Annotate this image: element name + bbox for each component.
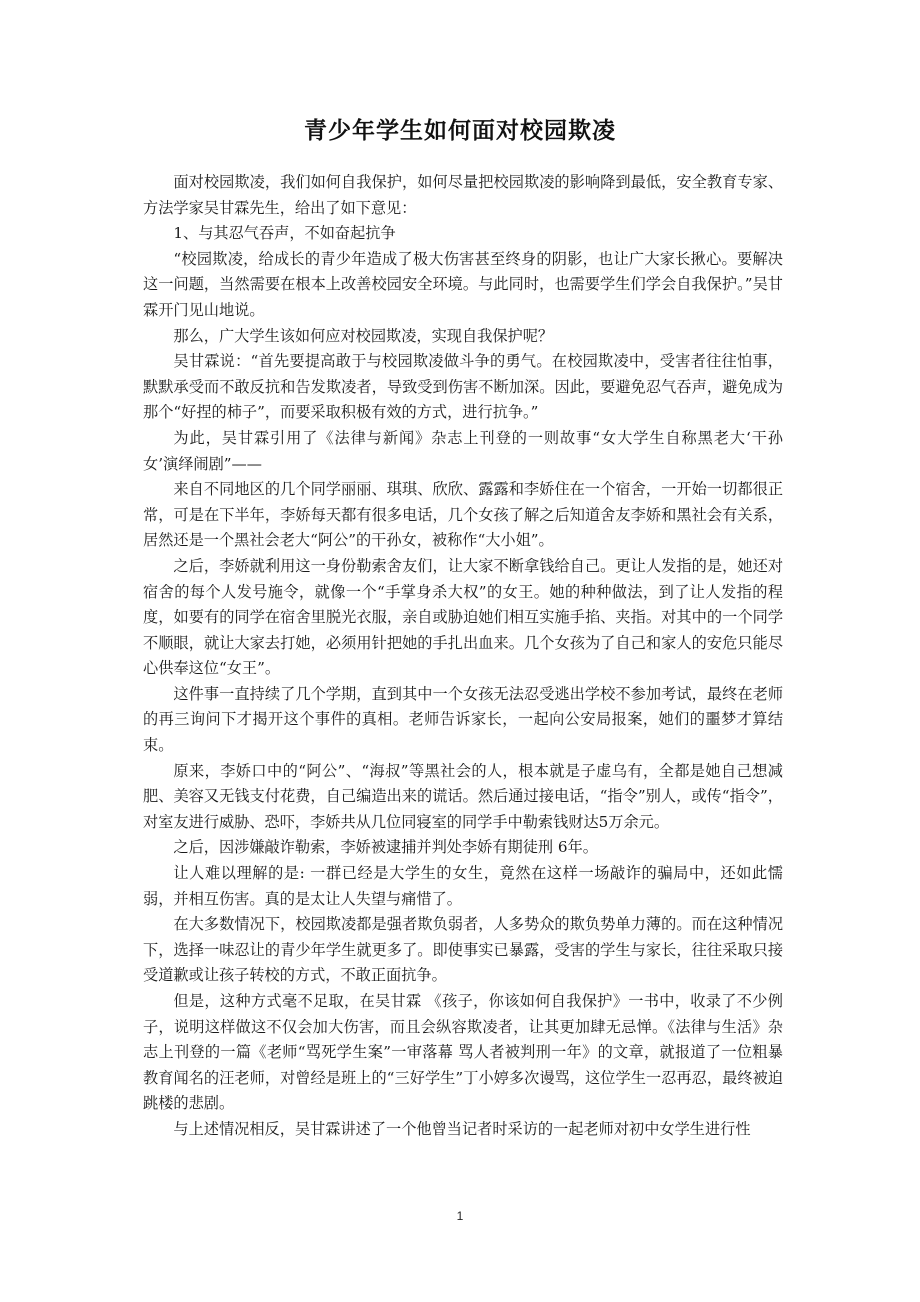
document-title: 青少年学生如何面对校园欺凌 bbox=[304, 118, 616, 144]
paragraph: 让人难以理解的是: 一群已经是大学生的女生，竟然在这样一场敲诈的骗局中，还如此懦弱，并相互伤害。真的是太让人失望与痛惜了。 bbox=[143, 864, 783, 908]
paragraph: 之后，因涉嫌敲诈勒索，李娇被逮捕并判处李娇有期徒刑 6年。 bbox=[173, 838, 598, 857]
paragraph: 原来，李娇口中的“阿公”、“海叔”等黑社会的人，根本就是子虚乌有，全都是她自己想减肥、美容又无钱支付花费，自己编造出来的谎话。然后通过接电话，“指令”别人，或传“指令”，对室友进行威胁、恐吓，李娇共从几位同寝室的同学手中勒索钱财达5万余元。 bbox=[143, 761, 783, 831]
paragraph: 那么，广大学生该如何应对校园欺凌，实现自我保护呢？ bbox=[173, 326, 554, 345]
paragraph: 为此，吴甘霖引用了《法律与新闻》杂志上刊登的一则故事“女大学生自称黑老大‘干孙女’演绎闹剧”—— bbox=[143, 428, 783, 473]
paragraph: 在大多数情况下，校园欺凌都是强者欺负弱者，人多势众的欺负势单力薄的。而在这种情况下，选择一味忍让的青少年学生就更多了。即使事实已暴露，受害的学生与家长，往往采取只接受道歉或让孩子转校的方式，不敢正面抗争。 bbox=[143, 915, 783, 985]
paragraph: 面对校园欺凌，我们如何自我保护，如何尽量把校园欺凌的影响降到最低，安全教育专家、方法学家吴甘霖先生，给出了如下意见： bbox=[143, 173, 783, 217]
paragraph: 但是，这种方式毫不足取，在吴甘霖 《孩子，你该如何自我保护》一书中，收录了不少例子，说明这样做这不仅会加大伤害，而且会纵容欺凌者，让其更加肆无忌惮。《法律与生活》杂志上刊登的一篇《老师“骂死学生案”一审落幕 骂人者被判刑一年》的文章，就报道了一位粗暴教育闻名的汪老师，对曾经是班上的“三好学生”丁小婷多次谩骂，这位学生一忍再忍，最终被迫跳楼的悲剧。 bbox=[143, 992, 783, 1113]
paragraph: 这件事一直持续了几个学期，直到其中一个女孩无法忍受逃出学校不参加考试，最终在老师的再三询问下才揭开这个事件的真相。老师告诉家长，一起向公安局报案，她们的噩梦才算结束。 bbox=[143, 684, 783, 755]
document-body bbox=[143, 170, 783, 1143]
page-number: 1 bbox=[456, 1209, 464, 1223]
section-heading: 1、与其忍气吞声，不如奋起抗争 bbox=[173, 224, 396, 243]
paragraph: 之后，李娇就利用这一身份勒索舍友们，让大家不断拿钱给自己。更让人发指的是，她还对宿舍的每个人发号施令，就像一个“手掌身杀大权”的女王。她的种种做法，到了让人发指的程度，如要有的同学在宿舍里脱光衣服，亲自或胁迫她们相互实施手掐、夹指。对其中的一个同学不顺眼，就让大家去打她，必须用针把她的手扎出血来。几个女孩为了自己和家人的安危只能尽心供奉这位“女王”。 bbox=[143, 556, 783, 678]
paragraph: 来自不同地区的几个同学丽丽、琪琪、欣欣、露露和李娇住在一个宿舍，一开始一切都很正常，可是在下半年，李娇每天都有很多电话，几个女孩了解之后知道舍友李娇和黑社会有关系，居然还是一个黑社会老大“阿公”的干孙女，被称作“大小姐”。 bbox=[143, 480, 783, 550]
paragraph: 与上述情况相反，吴甘霖讲述了一个他曾当记者时采访的一起老师对初中女学生进行性 bbox=[173, 1119, 751, 1138]
paragraph: “校园欺凌，给成长的青少年造成了极大伤害甚至终身的阴影，也让广大家长揪心。要解决这一问题，当然需要在根本上改善校园安全环境。与此同时，也需要学生们学会自我保护。”吴甘霖开门见山地说。 bbox=[143, 249, 783, 319]
paragraph: 吴甘霖说：“首先要提高敢于与校园欺凌做斗争的勇气。在校园欺凌中，受害者往往怕事，默默承受而不敢反抗和告发欺凌者，导致受到伤害不断加深。因此，要避免忍气吞声，避免成为那个“好捏的柿子”，而要采取积极有效的方式，进行抗争。” bbox=[143, 352, 783, 422]
